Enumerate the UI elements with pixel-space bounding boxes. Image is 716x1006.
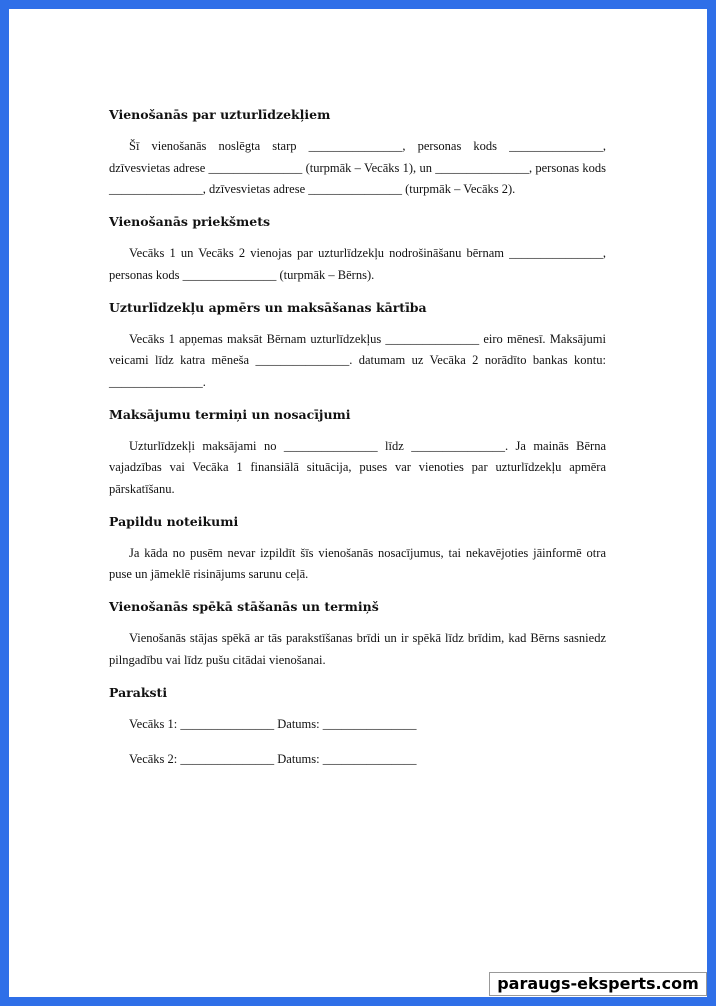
- signature-line-parent-2: Vecāks 2: _______________ Datums: _______________: [129, 752, 417, 767]
- section-paragraph: Vienošanās stājas spēkā ar tās parakstīšanas brīdi un ir spēkā līdz brīdim, kad Bērns sasniedz pilngadību vai līdz pušu citādai vienošanai.: [109, 631, 606, 667]
- section-heading: Maksājumu termiņi un nosacījumi: [109, 406, 351, 422]
- section-heading: Papildu noteikumi: [109, 513, 239, 529]
- section-paragraph: Ja kāda no pusēm nevar izpildīt šīs vienošanās nosacījumus, tai nekavējoties jāinformē otra puse un jāmeklē risinājums sarunu ceļā.: [109, 545, 606, 582]
- document-page: [9, 9, 707, 997]
- section-paragraph: Uzturlīdzekļi maksājami no _______________ līdz _______________. Ja mainās Bērna vajadzības vai Vecāka 1 finansiālā situācija, puses var vienoties par uzturlīdzekļu apmēra pārskatīšanu.: [109, 438, 606, 497]
- section-paragraph: Vecāks 1 un Vecāks 2 vienojas par uzturlīdzekļu nodrošināšanu bērnam _______________, personas kods _______________ (turpmāk – Bērns).: [109, 246, 606, 282]
- section-paragraph: Šī vienošanās noslēgta starp _______________, personas kods _______________, dzīvesvietas adrese _______________ (turpmāk – Vecāks 1), un _______________, personas kods _______________, dzīvesvietas adrese _______________ (turpmāk – Vecāks 2).: [109, 139, 606, 197]
- document-content: [109, 106, 606, 785]
- signatures-heading: Paraksti: [109, 684, 168, 700]
- signature-line-parent-1: Vecāks 1: _______________ Datums: _______________: [129, 716, 417, 731]
- section-heading: Vienošanās par uzturlīdzekļiem: [109, 107, 331, 122]
- section-heading: Vienošanās spēkā stāšanās un termiņš: [109, 599, 379, 615]
- section-heading: Vienošanās priekšmets: [109, 214, 271, 230]
- section-paragraph: Vecāks 1 apņemas maksāt Bērnam uzturlīdzekļus _______________ eiro mēnesī. Maksājumi veicami līdz katra mēneša _______________. datumam uz Vecāka 2 norādīto bankas kontu: _______________.: [109, 331, 606, 389]
- section-heading: Uzturlīdzekļu apmērs un maksāšanas kārtība: [109, 299, 427, 315]
- watermark-badge: paraugs-eksperts.com: [489, 972, 707, 996]
